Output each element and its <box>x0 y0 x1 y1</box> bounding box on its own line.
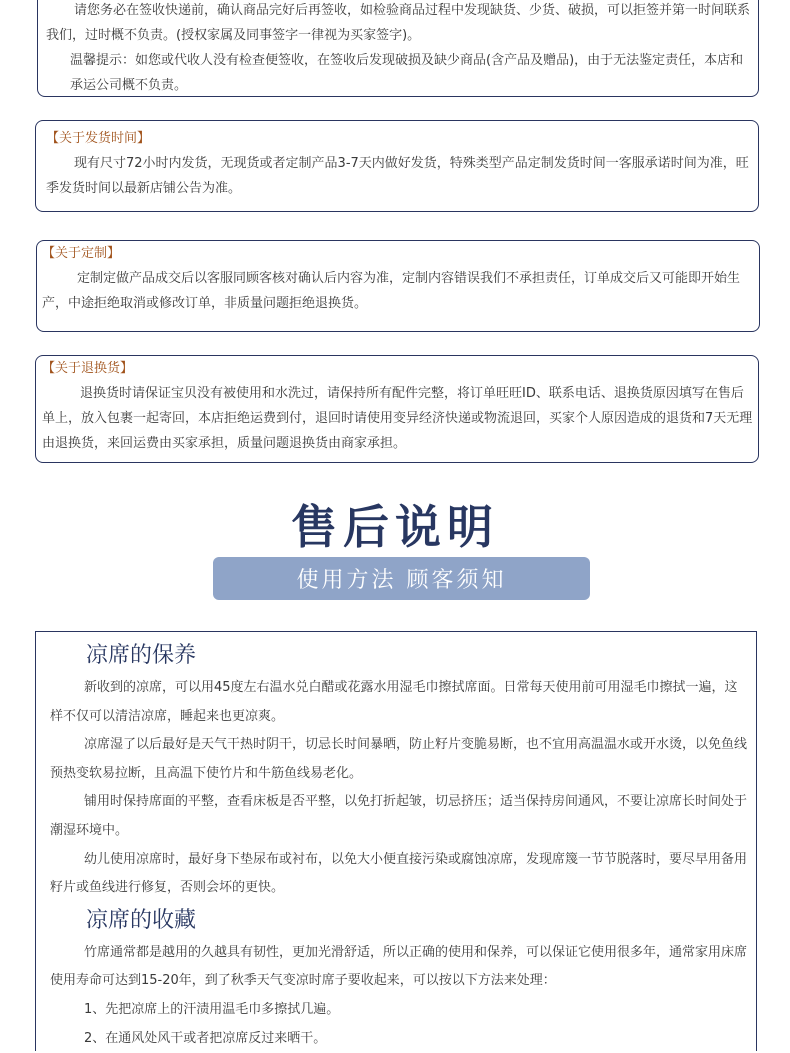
signing-warm-tip: 温馨提示：如您或代收人没有检查便签收，在签收后发现破损及缺少商品(含产品及赠品)，由于无法鉴定责任，本店和承运公司概不负责。 <box>70 53 744 93</box>
usage-notice-banner <box>213 557 590 600</box>
returns-box <box>35 355 759 463</box>
mat-care-panel <box>35 631 757 1051</box>
care-paragraph: 新收到的凉席，可以用45度左右温水兑白醋或花露水用湿毛巾擦拭席面。日常每天使用前可用湿毛巾擦拭一遍，这样不仅可以清洁凉席，睡起来也更凉爽。 <box>50 680 738 724</box>
custom-heading: 【关于定制】 <box>42 246 121 261</box>
signing-notice-box <box>37 0 759 97</box>
returns-heading: 【关于退换货】 <box>42 361 134 376</box>
care-paragraph: 幼儿使用凉席时，最好身下垫尿布或衬布，以免大小便直接污染或腐蚀凉席，发现席篾一节节脱落时，要尽早用备用籽片或鱼线进行修复，否则会坏的更快。 <box>50 851 748 896</box>
care-paragraph: 凉席湿了以后最好是天气干热时阴干，切忌长时间暴晒，防止籽片变脆易断，也不宜用高温温水或开水烫，以免鱼线预热变软易拉断，且高温下使竹片和牛筋鱼线易老化。 <box>50 737 748 781</box>
care-section-title: 凉席的保养 <box>86 643 197 668</box>
returns-text: 退换货时请保证宝贝没有被使用和水洗过，请保持所有配件完整，将订单旺旺ID、联系电话、退换货原因填写在售后单上，放入包裹一起寄回，本店拒绝运费到付，退回时请使用变异经济快递或物流退回，买家个人原因造成的退货和7天无理由退换货，来回运费由买家承担，质量问题退换货由商家承担。 <box>42 386 753 451</box>
shipping-time-box <box>35 120 759 212</box>
storage-paragraph: 竹席通常都是越用的久越具有韧性，更加光滑舒适，所以正确的使用和保养，可以保证它使用很多年，通常家用床席使用寿命可达到15-20年，到了秋季天气变凉时席子要收起来，可以按以下方法来处理： <box>50 944 748 989</box>
shipping-heading: 【关于发货时间】 <box>46 131 151 146</box>
signing-notice-text: 请您务必在签收快递前，确认商品完好后再签收，如检验商品过程中发现缺货、少货、破损，可以拒签并第一时间联系我们，过时概不负责。(授权家属及同事签字一律视为买家签字)。 <box>46 3 751 43</box>
shipping-text: 现有尺寸72小时内发货，无现货或者定制产品3-7天内做好发货，特殊类型产品定制发货时间一客服承诺时间为准，旺季发货时间以最新店铺公告为准。 <box>46 156 749 196</box>
usage-notice-label: 使用方法 顾客须知 <box>296 568 507 593</box>
storage-step-2: 2、在通风处风干或者把凉席反过来晒干。 <box>84 1030 327 1046</box>
care-paragraph: 铺用时保持席面的平整，查看床板是否平整，以免打折起皱，切忌挤压；适当保持房间通风，不要让凉席长时间处于潮湿环境中。 <box>50 794 748 838</box>
custom-text: 定制定做产品成交后以客服同顾客核对确认后内容为准，定制内容错误我们不承担责任，订单成交后又可能即开始生产，中途拒绝取消或修改订单，非质量问题拒绝退换货。 <box>42 271 741 311</box>
after-sales-title: 售后说明 <box>291 500 499 554</box>
custom-order-box <box>36 240 760 332</box>
storage-section-title: 凉席的收藏 <box>86 907 197 933</box>
storage-step-1: 1、先把凉席上的汗渍用温毛巾多擦拭几遍。 <box>84 1001 340 1017</box>
